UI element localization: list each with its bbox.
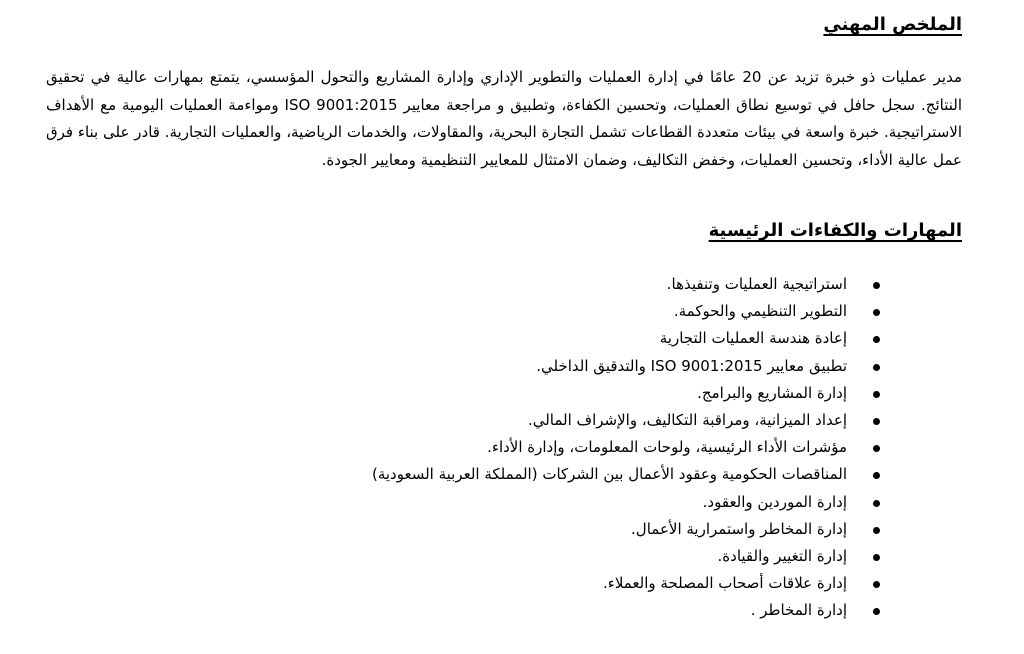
skill-text: إعداد الميزانية، ومراقبة التكاليف، والإشراف المالي.: [527, 410, 847, 429]
bullet-icon: [873, 309, 880, 316]
skill-text: إعادة هندسة العمليات التجارية: [659, 329, 847, 348]
bullet-icon: [873, 282, 880, 289]
list-item: [120, 597, 880, 624]
skills-list: [120, 271, 880, 624]
list-item: [120, 516, 880, 543]
list-item: [120, 325, 880, 352]
bullet-icon: [873, 581, 880, 588]
list-item: [120, 434, 880, 461]
list-item: [120, 461, 880, 488]
key-skills-heading: المهارات والكفاءات الرئيسية: [708, 220, 962, 241]
skill-text: مؤشرات الأداء الرئيسية، ولوحات المعلومات، وإدارة الأداء.: [487, 438, 847, 457]
skill-text: إدارة التغيير والقيادة.: [717, 546, 847, 565]
professional-summary-heading: الملخص المهني: [823, 14, 962, 35]
list-item: [120, 353, 880, 380]
list-item: [120, 271, 880, 298]
list-item: [120, 298, 880, 325]
bullet-icon: [873, 554, 880, 561]
bullet-icon: [873, 364, 880, 371]
bullet-icon: [873, 336, 880, 343]
skill-text: إدارة المخاطر واستمرارية الأعمال.: [631, 519, 847, 538]
bullet-icon: [873, 445, 880, 452]
bullet-icon: [873, 472, 880, 479]
bullet-icon: [873, 527, 880, 534]
professional-summary-text: مدير عمليات ذو خبرة تزيد عن 20 عامًا في إدارة العمليات والتطوير الإداري وإدارة المشاريع والتحول المؤسسي، يتمتع بمهارات عالية في تحقيق النتائج. سجل حافل في توسيع نطاق العمليات، وتحسين الكفاءة، وتطبيق و مراجعة معايير ISO 9001:2015 ومواءمة العمليات اليومية مع الأهداف الاستراتيجية. خبرة واسعة في بيئات متعددة القطاعات تشمل التجارة البحرية، والمقاولات، والخدمات الرياضية، والعمليات التجارية. قادر على بناء فرق عمل عالية الأداء، وتحسين العمليات، وخفض التكاليف، وضمان الامتثال للمعايير التنظيمية ومعايير الجودة.: [46, 68, 963, 169]
skill-text: إدارة المشاريع والبرامج.: [697, 383, 847, 402]
skill-text: إدارة الموردين والعقود.: [702, 492, 847, 511]
bullet-icon: [873, 500, 880, 507]
bullet-icon: [873, 608, 880, 615]
list-item: [120, 407, 880, 434]
list-item: [120, 380, 880, 407]
list-item: [120, 489, 880, 516]
skill-text: التطوير التنظيمي والحوكمة.: [673, 302, 847, 321]
skill-text: إدارة المخاطر .: [750, 601, 847, 620]
skill-text: استراتيجية العمليات وتنفيذها.: [666, 275, 847, 293]
skill-text: تطبيق معايير ISO 9001:2015 والتدقيق الداخلي.: [536, 356, 847, 375]
skill-text: إدارة علاقات أصحاب المصلحة والعملاء.: [603, 574, 847, 593]
list-item: [120, 570, 880, 597]
bullet-icon: [873, 418, 880, 425]
bullet-icon: [873, 391, 880, 398]
list-item: [120, 543, 880, 570]
skill-text: المناقصات الحكومية وعقود الأعمال بين الشركات (المملكة العربية السعودية): [371, 465, 847, 484]
